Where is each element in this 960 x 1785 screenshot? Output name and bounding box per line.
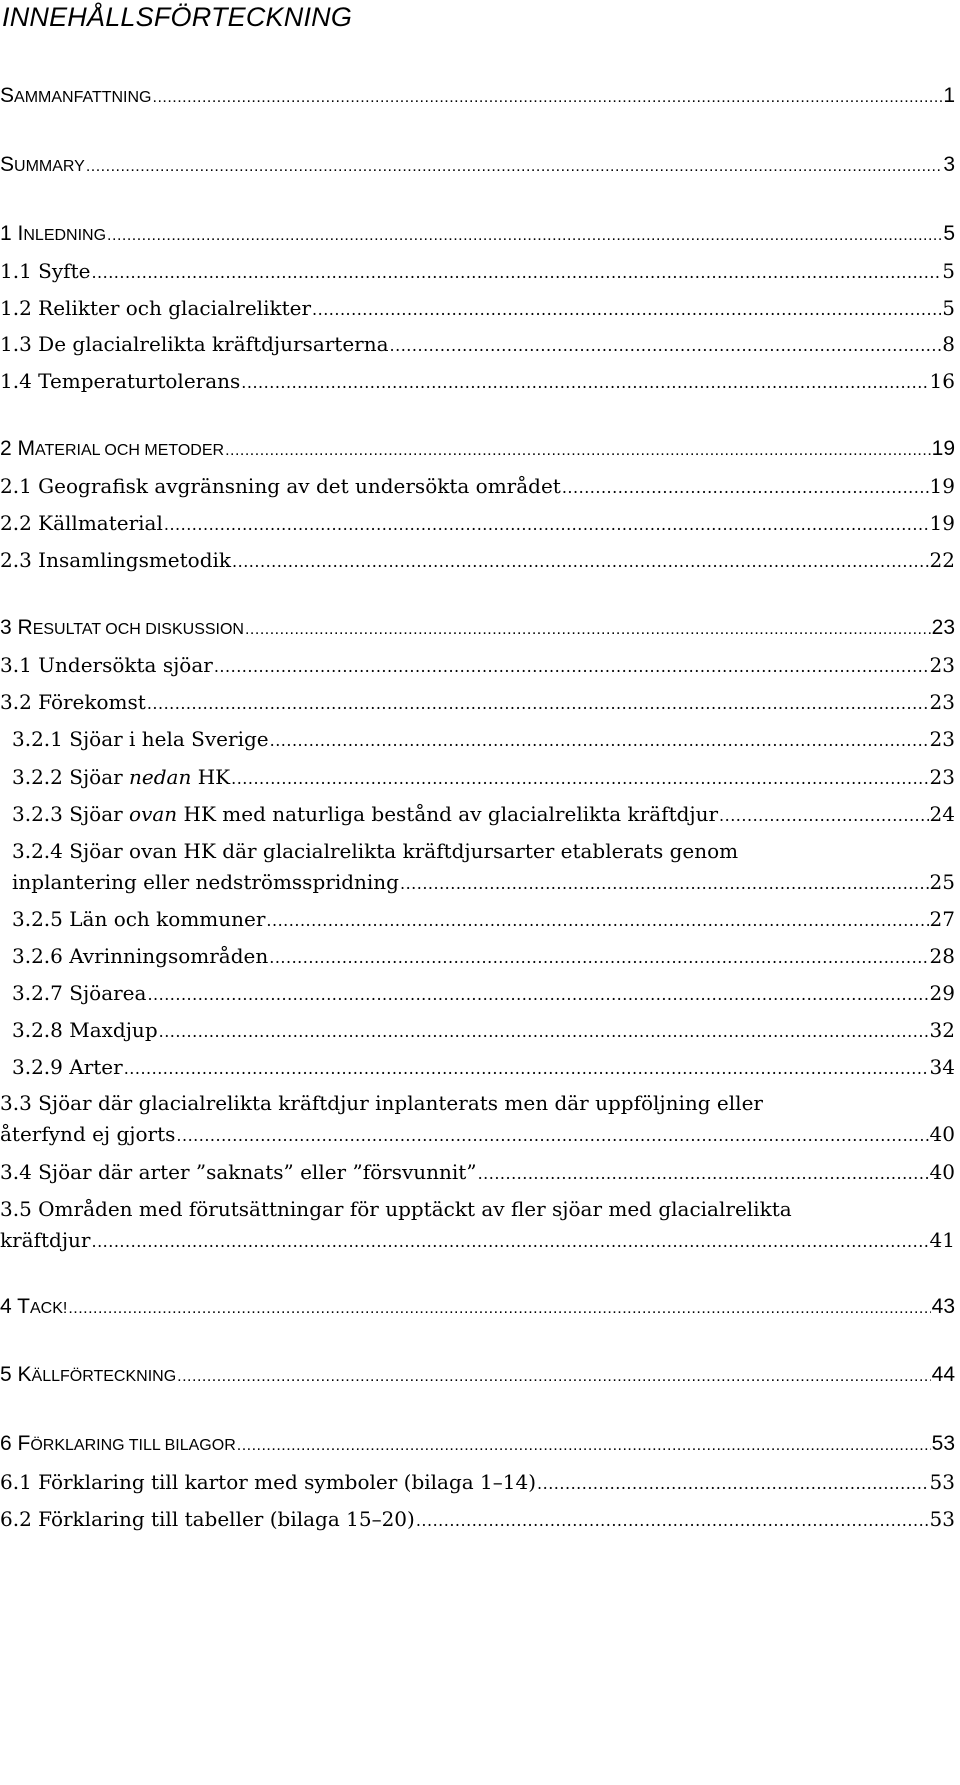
toc-page-number: 19 [929,474,955,498]
toc-entry-sjoarea[interactable] [12,981,955,1011]
toc-entry-sjoar-ovan-hk-naturliga[interactable] [12,802,955,832]
toc-page-number: 23 [931,616,955,639]
toc-entry-temperaturtolerans[interactable] [0,369,955,399]
toc-entry-forklaring-tabeller[interactable] [0,1507,955,1537]
toc-page-number: 40 [929,1160,955,1184]
toc-page-number: 53 [931,1432,955,1455]
toc-entry-insamlingsmetodik[interactable] [0,548,955,578]
toc-entry-maxdjup[interactable] [12,1018,955,1048]
toc-page-number: 28 [929,944,955,968]
toc-title: INNEHÅLLSFÖRTECKNING [2,2,353,32]
leader-dots [225,442,931,460]
toc-entry-label: 1.2 Relikter och glacialrelikter [0,296,312,320]
toc-entry-label: 2 MATERIAL OCH METODER [0,437,225,460]
leader-dots [245,621,931,639]
toc-entry-tack[interactable] [0,1295,955,1325]
toc-entry-label: 3 RESULTAT OCH DISKUSSION [0,616,244,639]
toc-entry-label: 2.3 Insamlingsmetodik [0,548,232,572]
toc-entry-kallforteckning[interactable] [0,1363,955,1393]
toc-entry-label: 3.1 Undersökta sjöar [0,653,213,677]
toc-entry-label: 3.2.3 Sjöar ovan HK med naturliga bestånd av glacialrelikta kräftdjur [12,802,719,826]
leader-dots [416,1511,929,1530]
toc-page-number: 44 [931,1363,955,1386]
toc-entry-lan-och-kommuner[interactable] [12,907,955,937]
toc-entry-label: SUMMARY [0,153,85,176]
toc-page-number: 40 [929,1122,955,1146]
toc-page-number: 53 [929,1470,955,1494]
toc-entry-material-och-metoder[interactable] [0,437,955,467]
leader-dots [719,806,929,825]
toc-entry-sjoar-nedan-hk[interactable] [12,765,955,795]
toc-page-number: 43 [931,1295,955,1318]
toc-page-number: 19 [929,511,955,535]
toc-page-number: 23 [929,727,955,751]
toc-page-number: 22 [929,548,955,572]
toc-entry-avrinningsomraden[interactable] [12,944,955,974]
toc-page-number: 19 [931,437,955,460]
leader-dots [164,515,929,534]
toc-entry-label: 4 TACK! [0,1295,68,1318]
toc-entry-label: 6 FÖRKLARING TILL BILAGOR [0,1432,236,1455]
leader-dots [68,1300,930,1318]
toc-entry-label: 3.2.5 Län och kommuner [12,907,266,931]
toc-page-number: 25 [929,870,955,894]
toc-entry-label: 3.2.2 Sjöar nedan HK [12,765,231,789]
toc-entry-label: 2.2 Källmaterial [0,511,163,535]
leader-dots [232,552,929,571]
toc-entry-label: 3.2.7 Sjöarea [12,981,147,1005]
leader-dots [237,1437,931,1455]
leader-dots [92,1232,929,1251]
toc-entry-inledning[interactable] [0,222,955,252]
toc-entry-sammanfattning[interactable] [0,84,955,114]
toc-entry-label: 3.2.6 Avrinningsområden [12,944,269,968]
toc-page-number: 3 [943,153,955,176]
leader-dots [214,657,929,676]
leader-dots [241,373,928,392]
toc-entry-label-line1: 3.5 Områden med förutsättningar för upptäckt av fler sjöar med glacialrelikta [0,1197,792,1221]
leader-dots [270,731,929,750]
leader-dots [153,89,943,107]
toc-entry-label: 1 INLEDNING [0,222,107,245]
leader-dots [269,948,928,967]
toc-page-number: 29 [929,981,955,1005]
leader-dots [400,874,929,893]
toc-page-number: 5 [942,296,955,320]
leader-dots [124,1059,929,1078]
toc-entry-label: inplantering eller nedströmsspridning [12,870,399,894]
toc-page-number: 5 [943,222,955,245]
toc-page-number: 53 [929,1507,955,1531]
toc-page-number: 27 [929,907,955,931]
toc-entry-label: 3.2.8 Maxdjup [12,1018,158,1042]
leader-dots [390,336,942,355]
leader-dots [231,769,928,788]
toc-entry-omraden-forutsattningar[interactable] [0,1197,955,1259]
toc-entry-label: 1.4 Temperaturtolerans [0,369,241,393]
toc-entry-label-line1: 3.2.4 Sjöar ovan HK där glacialrelikta kräftdjursarter etablerats genom [12,839,739,863]
toc-entry-label: 3.2.1 Sjöar i hela Sverige [12,727,269,751]
leader-dots [312,300,941,319]
toc-page-number: 23 [929,765,955,789]
toc-entry-label: återfynd ej gjorts [0,1122,176,1146]
leader-dots [478,1164,929,1183]
toc-entry-kallmaterial[interactable] [0,511,955,541]
toc-page-number: 1 [943,84,955,107]
toc-page-number: 23 [929,690,955,714]
toc-entry-arter[interactable] [12,1055,955,1085]
toc-entry-syfte[interactable] [0,259,955,289]
toc-entry-summary[interactable] [0,153,955,183]
leader-dots [266,911,928,930]
toc-page-number: 23 [929,653,955,677]
toc-page-number: 24 [929,802,955,826]
toc-entry-label: 1.3 De glacialrelikta kräftdjursarterna [0,332,389,356]
toc-entry-label: SAMMANFATTNING [0,84,152,107]
toc-entry-kraftdjursarterna[interactable] [0,332,955,362]
leader-dots [91,263,941,282]
toc-entry-label: 6.2 Förklaring till tabeller (bilaga 15–20) [0,1507,415,1531]
toc-entry-relikter[interactable] [0,296,955,326]
toc-entry-label: 1.1 Syfte [0,259,91,283]
leader-dots [562,478,929,497]
toc-entry-sjoar-hela-sverige[interactable] [12,727,955,757]
toc-entry-saknats-forsvunnit[interactable] [0,1160,955,1190]
toc-entry-label: 2.1 Geografisk avgränsning av det undersökta området [0,474,561,498]
toc-entry-sjoar-inplanterats[interactable] [0,1091,955,1153]
leader-dots [147,694,929,713]
leader-dots [86,158,942,176]
toc-entry-sjoar-ovan-hk-inplantering[interactable] [12,839,955,901]
leader-dots [107,227,942,245]
leader-dots [147,985,928,1004]
leader-dots [537,1474,929,1493]
toc-entry-resultat-och-diskussion[interactable] [0,616,955,646]
toc-entry-undersokta-sjoar[interactable] [0,653,955,683]
toc-page-number: 16 [929,369,955,393]
toc-entry-label: kräftdjur [0,1228,91,1252]
toc-entry-label: 3.2.9 Arter [12,1055,123,1079]
toc-page-number: 5 [942,259,955,283]
toc-page-number: 41 [929,1228,955,1252]
toc-entry-forklaring-bilagor[interactable] [0,1432,955,1462]
toc-entry-label: 3.2 Förekomst [0,690,146,714]
toc-page-number: 8 [942,332,955,356]
leader-dots [176,1126,928,1145]
toc-entry-geografisk[interactable] [0,474,955,504]
leader-dots [177,1368,930,1386]
toc-entry-label-line1: 3.3 Sjöar där glacialrelikta kräftdjur inplanterats men där uppföljning eller [0,1091,763,1115]
toc-entry-label: 3.4 Sjöar där arter ”saknats” eller ”försvunnit” [0,1160,477,1184]
toc-entry-label: 5 KÄLLFÖRTECKNING [0,1363,177,1386]
toc-entry-forklaring-kartor[interactable] [0,1470,955,1500]
leader-dots [159,1022,929,1041]
toc-entry-label: 6.1 Förklaring till kartor med symboler (bilaga 1–14) [0,1470,537,1494]
toc-page-number: 34 [929,1055,955,1079]
toc-page-number: 32 [929,1018,955,1042]
toc-entry-forekomst[interactable] [0,690,955,720]
